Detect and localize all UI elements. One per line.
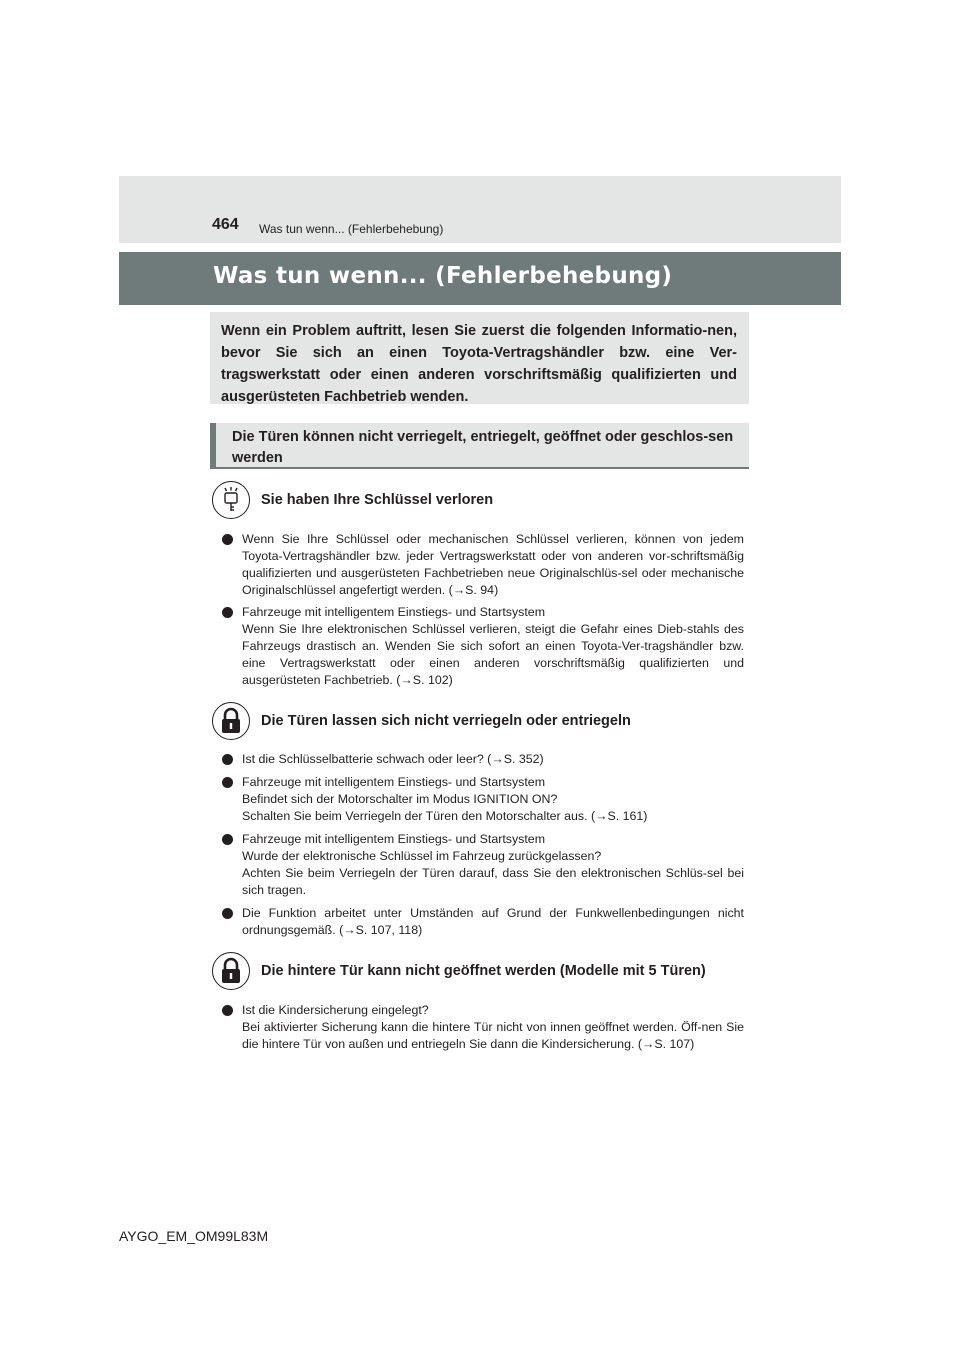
running-title: Was tun wenn... (Fehlerbehebung) (259, 222, 444, 236)
bullet-dot (222, 777, 233, 788)
bullet-text: Ist die Kindersicherung eingelegt? (242, 1003, 429, 1017)
lock-icon (212, 952, 250, 990)
footer-code: AYGO_EM_OM99L83M (119, 1228, 269, 1244)
list-item (222, 751, 744, 768)
intro-box: Wenn ein Problem auftritt, lesen Sie zuerst die folgenden Informatio-nen, bevor Sie sich an einen Toyota-Vertragshändler bzw. eine Ver-tragswerkstatt oder einen anderen vorschriftsmäßig qualifizierten und ausgerüsteten Fachbetrieb wenden. (210, 312, 749, 404)
subhead-lost-keys (212, 481, 493, 519)
bullet-text: Fahrzeuge mit intelligentem Einstiegs- und Startsystem (242, 775, 546, 789)
bullet-text: Schalten Sie beim Verriegeln der Türen den Motorschalter aus. (→S. 161) (242, 808, 648, 823)
bullet-dot (222, 834, 233, 845)
title-band (119, 252, 841, 305)
list-item (222, 831, 744, 899)
bullet-text: Wurde der elektronische Schlüssel im Fahrzeug zurückgelassen? (242, 848, 602, 863)
page-title: Was tun wenn... (Fehlerbehebung) (213, 263, 673, 289)
subhead-label: Die hintere Tür kann nicht geöffnet werden (Modelle mit 5 Türen) (261, 963, 706, 979)
bullet-dot (222, 754, 233, 765)
subhead-rear-door (212, 952, 706, 990)
subhead-label: Die Türen lassen sich nicht verriegeln oder entriegeln (261, 713, 631, 729)
list-item (222, 604, 744, 689)
lock-icon (212, 702, 250, 740)
bullet-dot (222, 1005, 233, 1016)
list-item (222, 531, 744, 599)
bullet-text: Achten Sie beim Verriegeln der Türen darauf, dass Sie den elektronischen Schlüs-sel bei sich tragen. (242, 865, 744, 897)
list-item (222, 774, 744, 825)
list-item (222, 905, 744, 939)
bullet-dot (222, 607, 233, 618)
bullet-dot (222, 534, 233, 545)
bullet-dot (222, 908, 233, 919)
bullet-text: Befindet sich der Motorschalter im Modus IGNITION ON? (242, 791, 558, 806)
key-icon (212, 481, 250, 519)
bullet-text: Wenn Sie Ihre elektronischen Schlüssel verlieren, steigt die Gefahr eines Dieb-stahls des Fahrzeugs drastisch an. Wenden Sie sich sofort an einen Toyota-Ver-tragshändler bzw. eine Vertragswerkstatt oder einen anderen vorschriftsmäßig qualifizierten und ausgerüsteten Fachbetrieb. (→S. 102) (242, 621, 744, 687)
subhead-label: Sie haben Ihre Schlüssel verloren (261, 492, 494, 508)
bullet-text: Ist die Schlüsselbatterie schwach oder leer? (→S. 352) (242, 752, 544, 766)
page-number: 464 (212, 216, 239, 233)
section-heading: Die Türen können nicht verriegelt, entriegelt, geöffnet oder geschlos-sen werden (210, 423, 749, 469)
bullet-text: Die Funktion arbeitet unter Umständen auf Grund der Funkwellenbedingungen nicht ordnungsgemäß. (→S. 107, 118) (242, 906, 744, 937)
bullet-text: Fahrzeuge mit intelligentem Einstiegs- und Startsystem (242, 605, 546, 619)
bullet-text: Bei aktivierter Sicherung kann die hintere Tür nicht von innen geöffnet werden. Öff-nen Sie die hintere Tür von außen und entriegeln Sie dann die Kindersicherung. (→S. 107) (242, 1019, 744, 1051)
bullet-text: Wenn Sie Ihre Schlüssel oder mechanischen Schlüssel verlieren, können von jedem Toyota-Vertragshändler bzw. jeder Vertragswerkstatt oder von anderen vor-schriftsmäßig qualifizierten und ausgerüsteten Fachbetrieben neue Originalschlüs-sel oder mechanische Originalschlüssel angefertigt werden. (→S. 94) (242, 532, 744, 597)
bullet-text: Fahrzeuge mit intelligentem Einstiegs- und Startsystem (242, 832, 546, 846)
list-item (222, 1002, 744, 1053)
subhead-lock-unlock (212, 702, 631, 740)
